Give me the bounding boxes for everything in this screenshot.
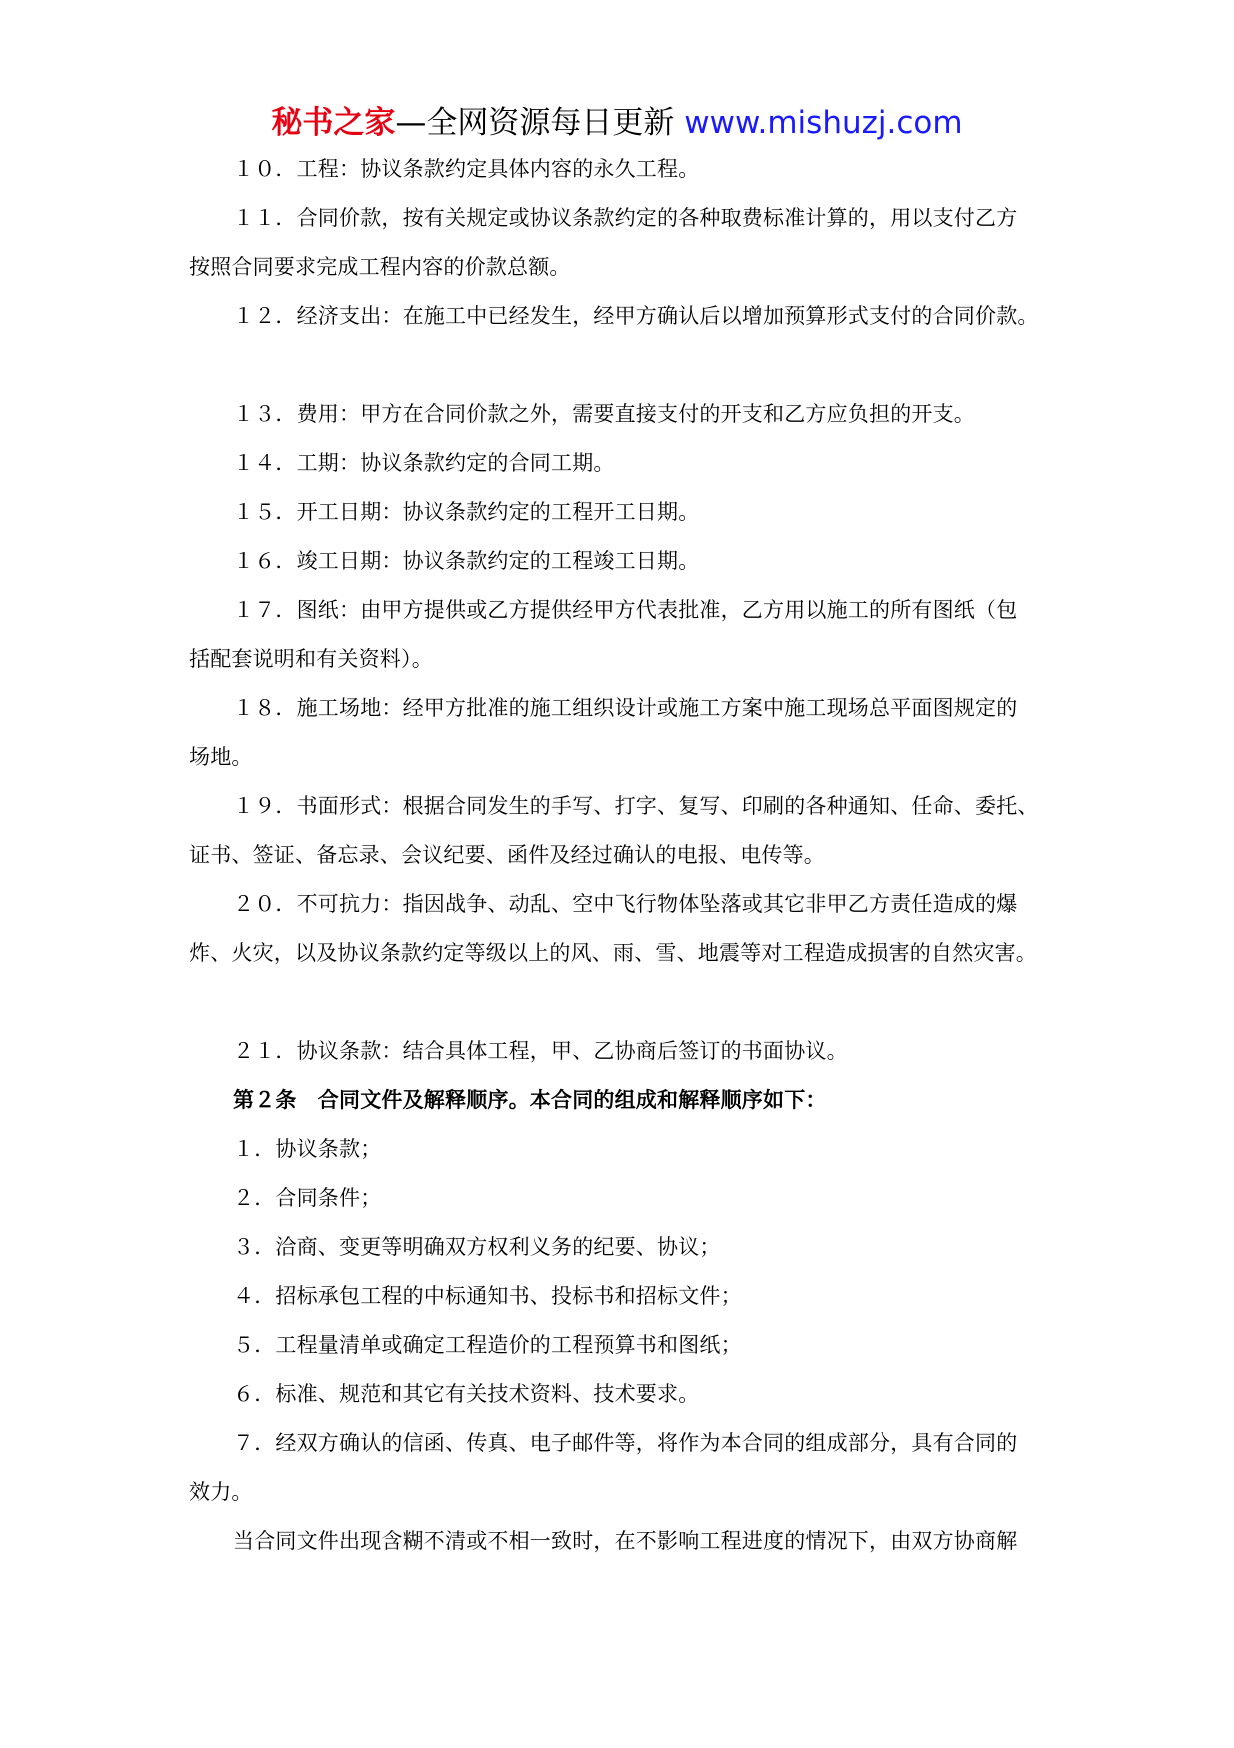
clause-11: １１．合同价款，按有关规定或协议条款约定的各种取费标准计算的，用以支付乙方 [233, 206, 1018, 230]
site-brand: 秘书之家 [271, 105, 396, 141]
list-item-1: １．协议条款； [233, 1137, 382, 1161]
clause-19-cont: 证书、签证、备忘录、会议纪要、函件及经过确认的电报、电传等。 [189, 843, 825, 867]
list-item-2: ２．合同条件； [233, 1186, 382, 1210]
clause-17-cont: 括配套说明和有关资料）。 [189, 647, 433, 671]
clause-18-cont: 场地。 [189, 745, 253, 769]
site-url-link[interactable]: www.mishuzj.com [684, 105, 963, 141]
clause-21: ２１．协议条款：结合具体工程，甲、乙协商后签订的书面协议。 [233, 1039, 848, 1063]
clause-17: １７．图纸：由甲方提供或乙方提供经甲方代表批准，乙方用以施工的所有图纸（包 [233, 598, 1018, 622]
clause-15: １５．开工日期：协议条款约定的工程开工日期。 [233, 500, 700, 524]
list-item-4: ４．招标承包工程的中标通知书、投标书和招标文件； [233, 1284, 742, 1308]
clause-18: １８．施工场地：经甲方批准的施工组织设计或施工方案中施工现场总平面图规定的 [233, 696, 1018, 720]
clause-10: １０．工程：协议条款约定具体内容的永久工程。 [233, 157, 700, 181]
clause-20: ２０．不可抗力：指因战争、动乱、空中飞行物体坠落或其它非甲乙方责任造成的爆 [233, 892, 1018, 916]
list-item-7-cont: 效力。 [189, 1480, 253, 1504]
closing-paragraph: 当合同文件出现含糊不清或不相一致时，在不影响工程进度的情况下，由双方协商解 [233, 1529, 1018, 1553]
clause-16: １６．竣工日期：协议条款约定的工程竣工日期。 [233, 549, 700, 573]
clause-14: １４．工期：协议条款约定的合同工期。 [233, 451, 615, 475]
list-item-7: ７．经双方确认的信函、传真、电子邮件等，将作为本合同的组成部分，具有合同的 [233, 1431, 1018, 1455]
clause-13: １３．费用：甲方在合同价款之外，需要直接支付的开支和乙方应负担的开支。 [233, 402, 975, 426]
list-item-3: ３．洽商、变更等明确双方权利义务的纪要、协议； [233, 1235, 721, 1259]
clause-20-cont: 炸、火灾，以及协议条款约定等级以上的风、雨、雪、地震等对工程造成损害的自然灾害。 [189, 941, 1037, 965]
list-item-5: ５．工程量清单或确定工程造价的工程预算书和图纸； [233, 1333, 742, 1357]
clause-11-cont: 按照合同要求完成工程内容的价款总额。 [189, 255, 571, 279]
site-slogan: —全网资源每日更新 [395, 105, 675, 141]
site-header [0, 103, 1234, 143]
article-2-heading: 第２条 合同文件及解释顺序。本合同的组成和解释顺序如下： [233, 1087, 827, 1112]
clause-12: １２．经济支出：在施工中已经发生，经甲方确认后以增加预算形式支付的合同价款。 [233, 304, 1039, 328]
list-item-6: ６．标准、规范和其它有关技术资料、技术要求。 [233, 1382, 700, 1406]
clause-19: １９．书面形式：根据合同发生的手写、打字、复写、印刷的各种通知、任命、委托、 [233, 794, 1039, 818]
